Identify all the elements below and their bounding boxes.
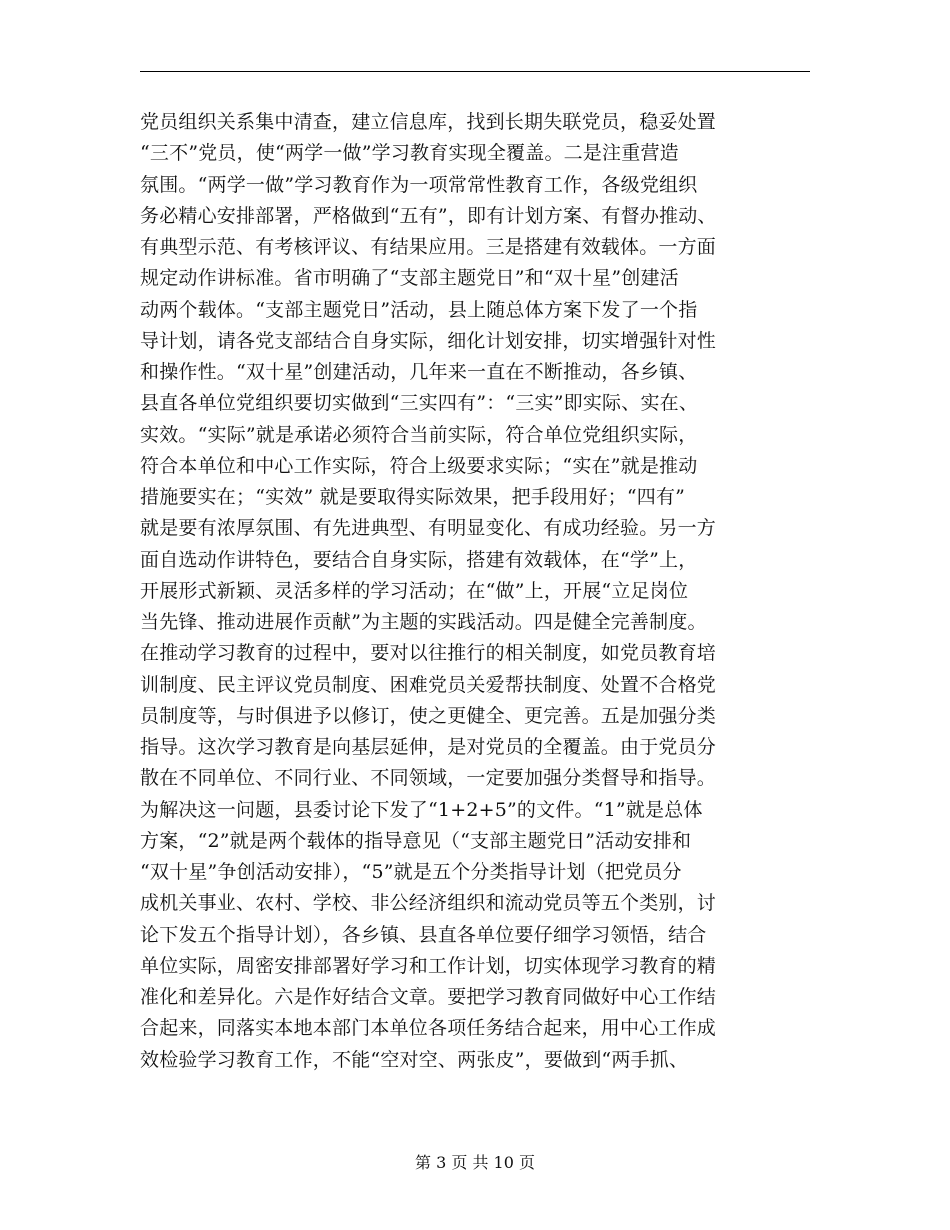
- text-line: 论下发五个指导计划），各乡镇、县直各单位要仔细学习领悟，结合: [140, 923, 707, 946]
- text-line: 在推动学习教育的过程中，要对以往推行的相关制度，如党员教育培: [140, 642, 717, 665]
- text-line: 指导。这次学习教育是向基层延伸，是对党员的全覆盖。由于党员分: [140, 736, 717, 758]
- text-line: 员制度等，与时俱进予以修订，使之更健全、更完善。五是加强分类: [140, 704, 717, 727]
- header-rule: [140, 71, 810, 72]
- text-line: 符合本单位和中心工作实际，符合上级要求实际；“实在”就是推动: [140, 454, 698, 477]
- text-line: 开展形式新颖、灵活多样的学习活动；在“做”上，开展“立足岗位: [140, 579, 689, 602]
- text-line: 就是要有浓厚氛围、有先进典型、有明显变化、有成功经验。另一方: [140, 517, 717, 540]
- text-line: “双十星”争创活动安排），“5”就是五个分类指导计划（把党员分: [140, 861, 682, 883]
- text-line: 实效。“实际”就是承诺必须符合当前实际，符合单位党组织实际，: [140, 423, 698, 446]
- text-line: 训制度、民主评议党员制度、困难党员关爱帮扶制度、处置不合格党: [140, 673, 717, 696]
- text-line: 有典型示范、有考核评议、有结果应用。三是搭建有效载体。一方面: [140, 236, 717, 258]
- text-line: 散在不同单位、不同行业、不同领域，一定要加强分类督导和指导。: [140, 767, 717, 790]
- text-line: 准化和差异化。六是作好结合文章。要把学习教育同做好中心工作结: [140, 986, 717, 1008]
- text-line: 成机关事业、农村、学校、非公经济组织和流动党员等五个类别，讨: [140, 892, 717, 915]
- text-line: 面自选动作讲特色，要结合自身实际，搭建有效载体，在“学”上，: [140, 548, 698, 571]
- text-line: 动两个载体。“支部主题党日”活动，县上随总体方案下发了一个指: [140, 298, 698, 321]
- text-line: 导计划，请各党支部结合自身实际，细化计划安排，切实增强针对性: [140, 329, 717, 352]
- text-line: 党员组织关系集中清查，建立信息库，找到长期失联党员，稳妥处置: [140, 111, 717, 133]
- text-line: 规定动作讲标准。省市明确了“支部主题党日”和“双十星”创建活: [140, 267, 679, 290]
- text-line: 方案，“2”就是两个载体的指导意见（“支部主题党日”活动安排和: [140, 829, 692, 852]
- body-text: [140, 107, 820, 1076]
- text-line: 当先锋、推动进展作贡献”为主题的实践活动。四是健全完善制度。: [140, 611, 707, 633]
- text-line: “三不”党员，使“两学一做”学习教育实现全覆盖。二是注重营造: [140, 142, 679, 165]
- text-line: 单位实际，周密安排部署好学习和工作计划，切实体现学习教育的精: [140, 954, 717, 977]
- text-line: 合起来，同落实本地本部门本单位各项任务结合起来，用中心工作成: [140, 1017, 717, 1040]
- text-line: 务必精心安排部署，严格做到“五有”，即有计划方案、有督办推动、: [140, 204, 717, 227]
- text-line: 县直各单位党组织要切实做到“三实四有”：“三实”即实际、实在、: [140, 392, 699, 415]
- text-line: 和操作性。“双十星”创建活动，几年来一直在不断推动，各乡镇、: [140, 361, 698, 383]
- text-line: 氛围。“两学一做”学习教育作为一项常常性教育工作，各级党组织: [140, 173, 698, 196]
- text-line: 为解决这一问题，县委讨论下发了“1+2+5”的文件。“1”就是总体: [140, 798, 703, 821]
- text-line: 措施要实在；“实效” 就是要取得实际效果，把手段用好；“四有”: [140, 486, 686, 508]
- page-number-footer: 第 3 页 共 10 页: [415, 1153, 535, 1172]
- text-line: 效检验学习教育工作，不能“空对空、两张皮”，要做到“两手抓、: [140, 1048, 689, 1071]
